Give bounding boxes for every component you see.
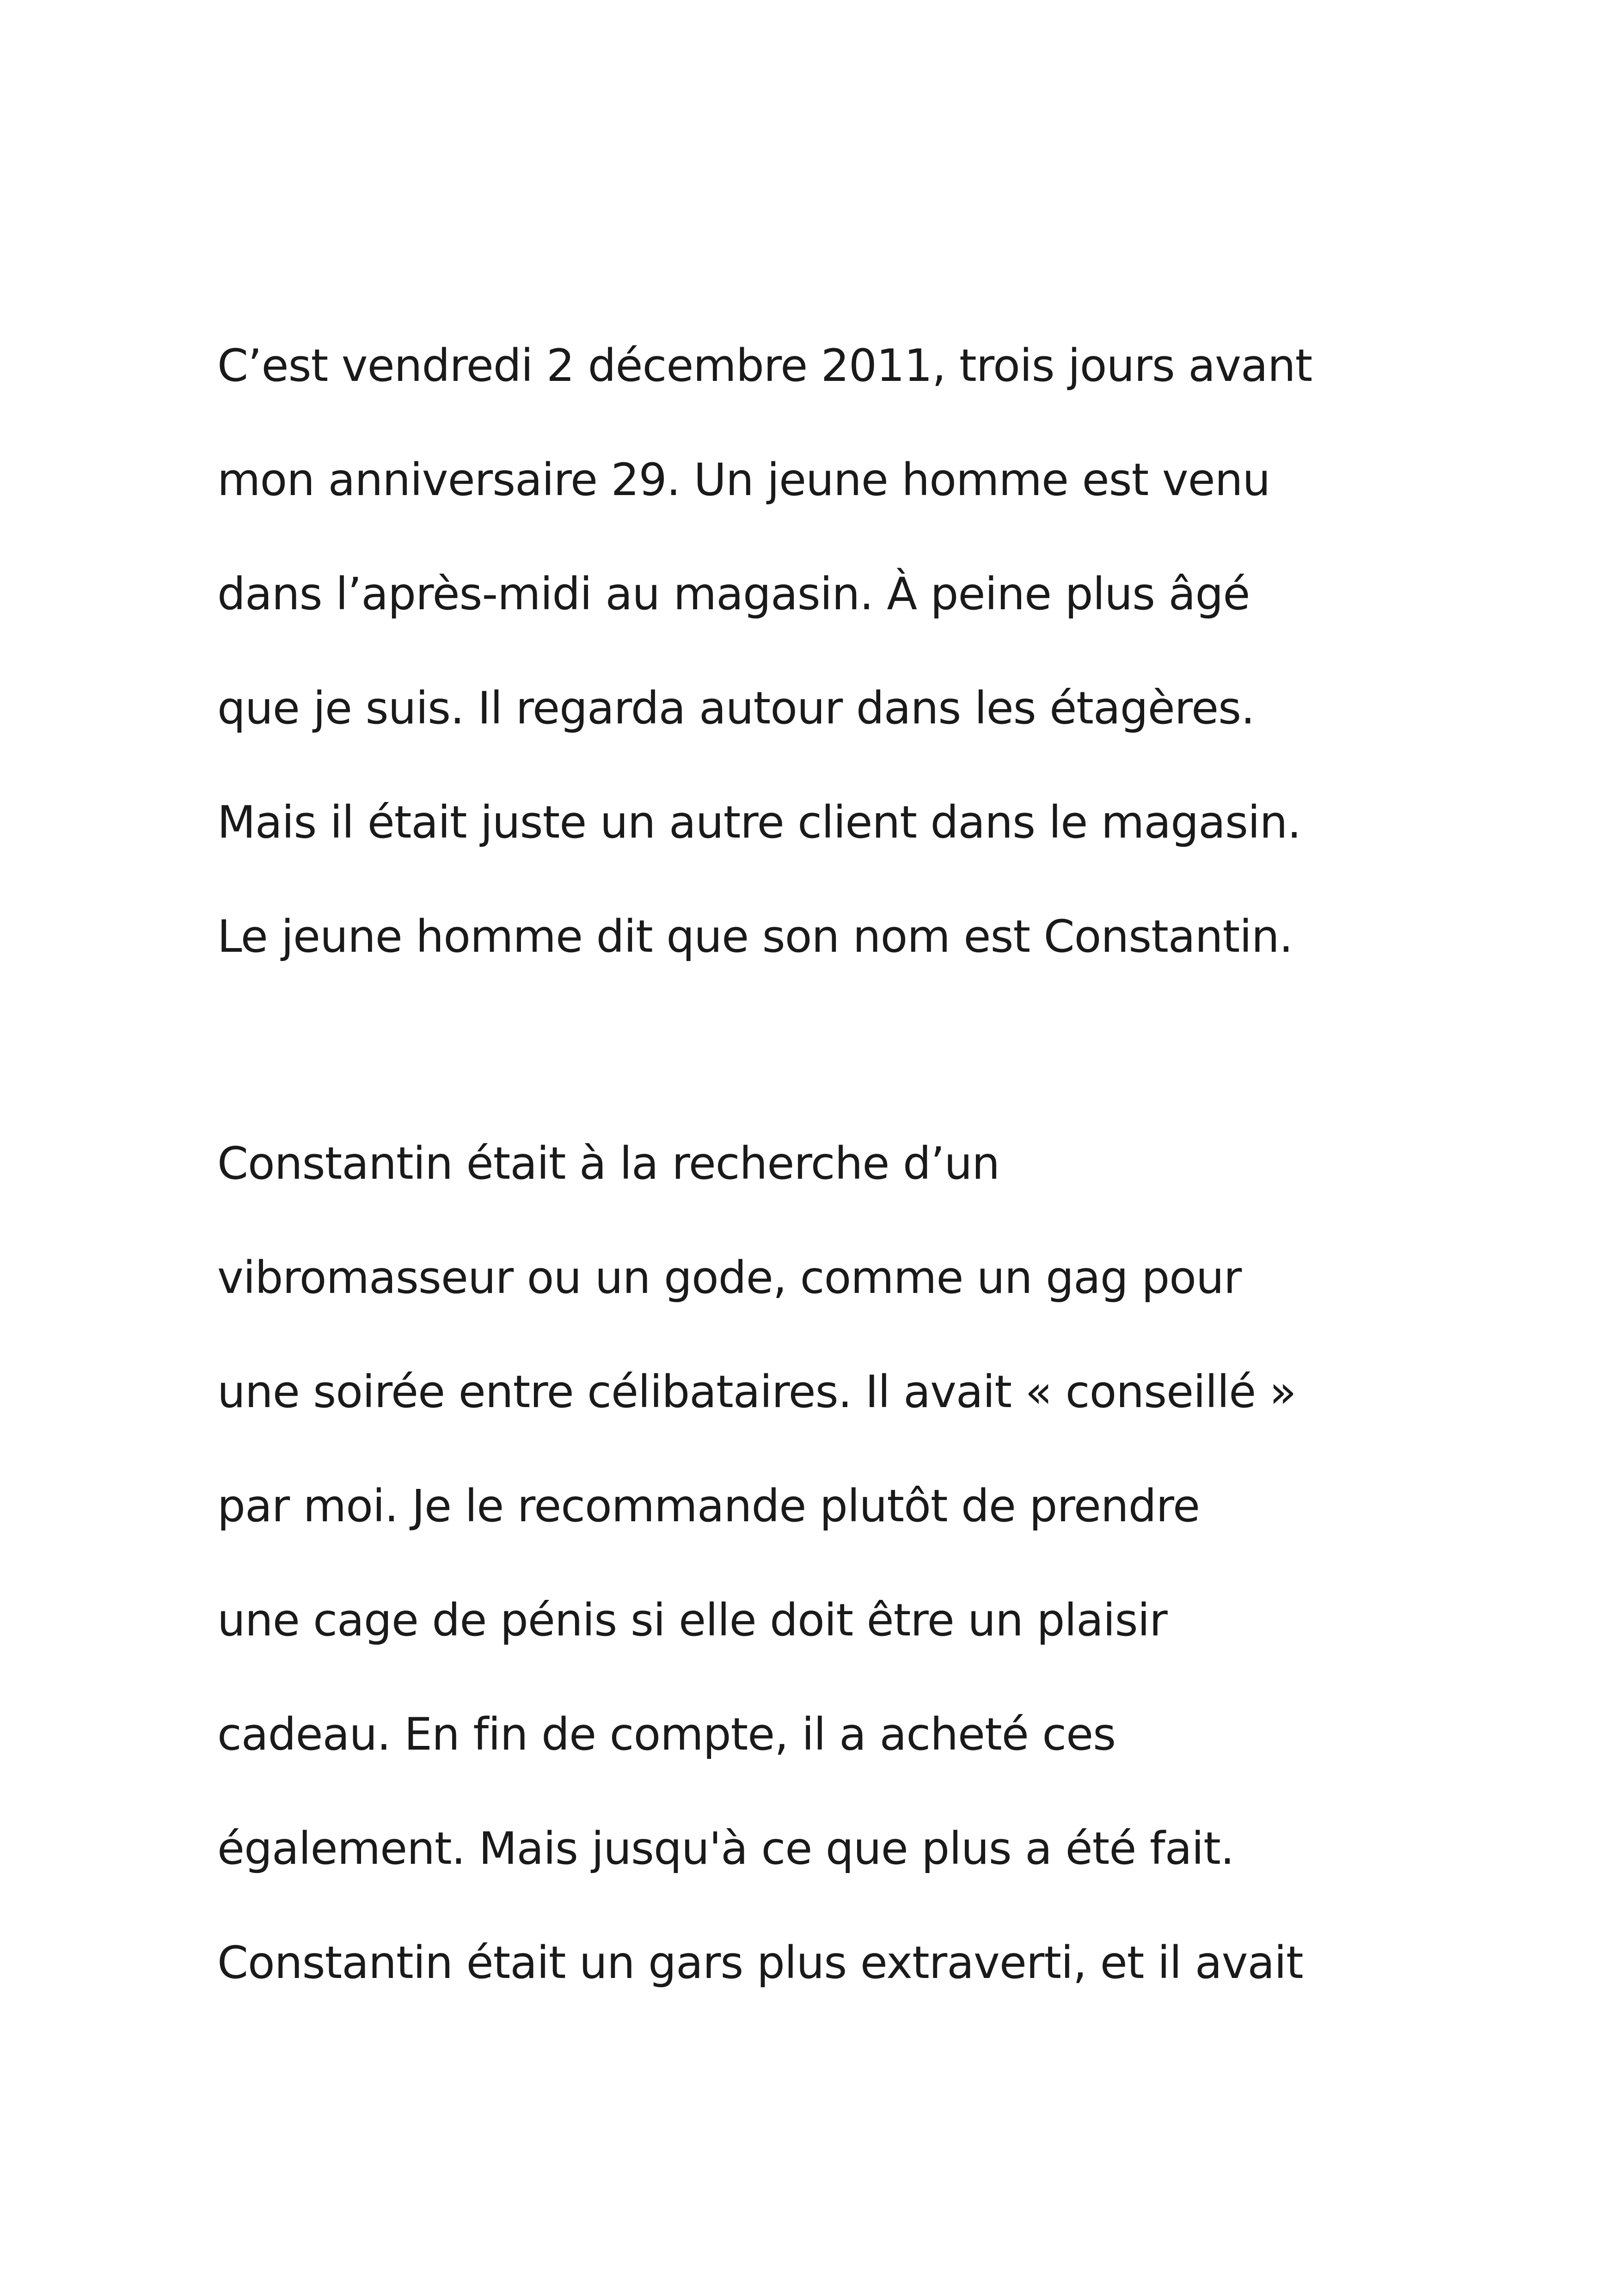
text-line: une soirée entre célibataires. Il avait « conseillé » [217,1366,1296,1418]
text-line: également. Mais jusqu'à ce que plus a été fait. [217,1823,1234,1874]
text-line: Mais il était juste un autre client dans le magasin. [217,796,1301,848]
text-line: Constantin était un gars plus extraverti, et il avait [217,1937,1303,1989]
text-line: une cage de pénis si elle doit être un plaisir [217,1594,1167,1646]
paragraph-2 [217,1107,1428,2020]
text-line: dans l’après-midi au magasin. À peine plus âgé [217,568,1250,620]
text-line: Le jeune homme dit que son nom est Constantin. [217,911,1293,962]
text-line: cadeau. En fin de compte, il a acheté ces [217,1708,1116,1760]
paragraph-1 [217,309,1428,994]
text-line: par moi. Je le recommande plutôt de prendre [217,1480,1200,1532]
text-line: que je suis. Il regarda autour dans les étagères. [217,682,1255,734]
text-line: vibromasseur ou un gode, comme un gag pour [217,1252,1242,1304]
text-line: mon anniversaire 29. Un jeune homme est venu [217,454,1270,506]
text-line: C’est vendredi 2 décembre 2011, trois jours avant [217,340,1312,392]
text-line: Constantin était à la recherche d’un [217,1138,1000,1189]
